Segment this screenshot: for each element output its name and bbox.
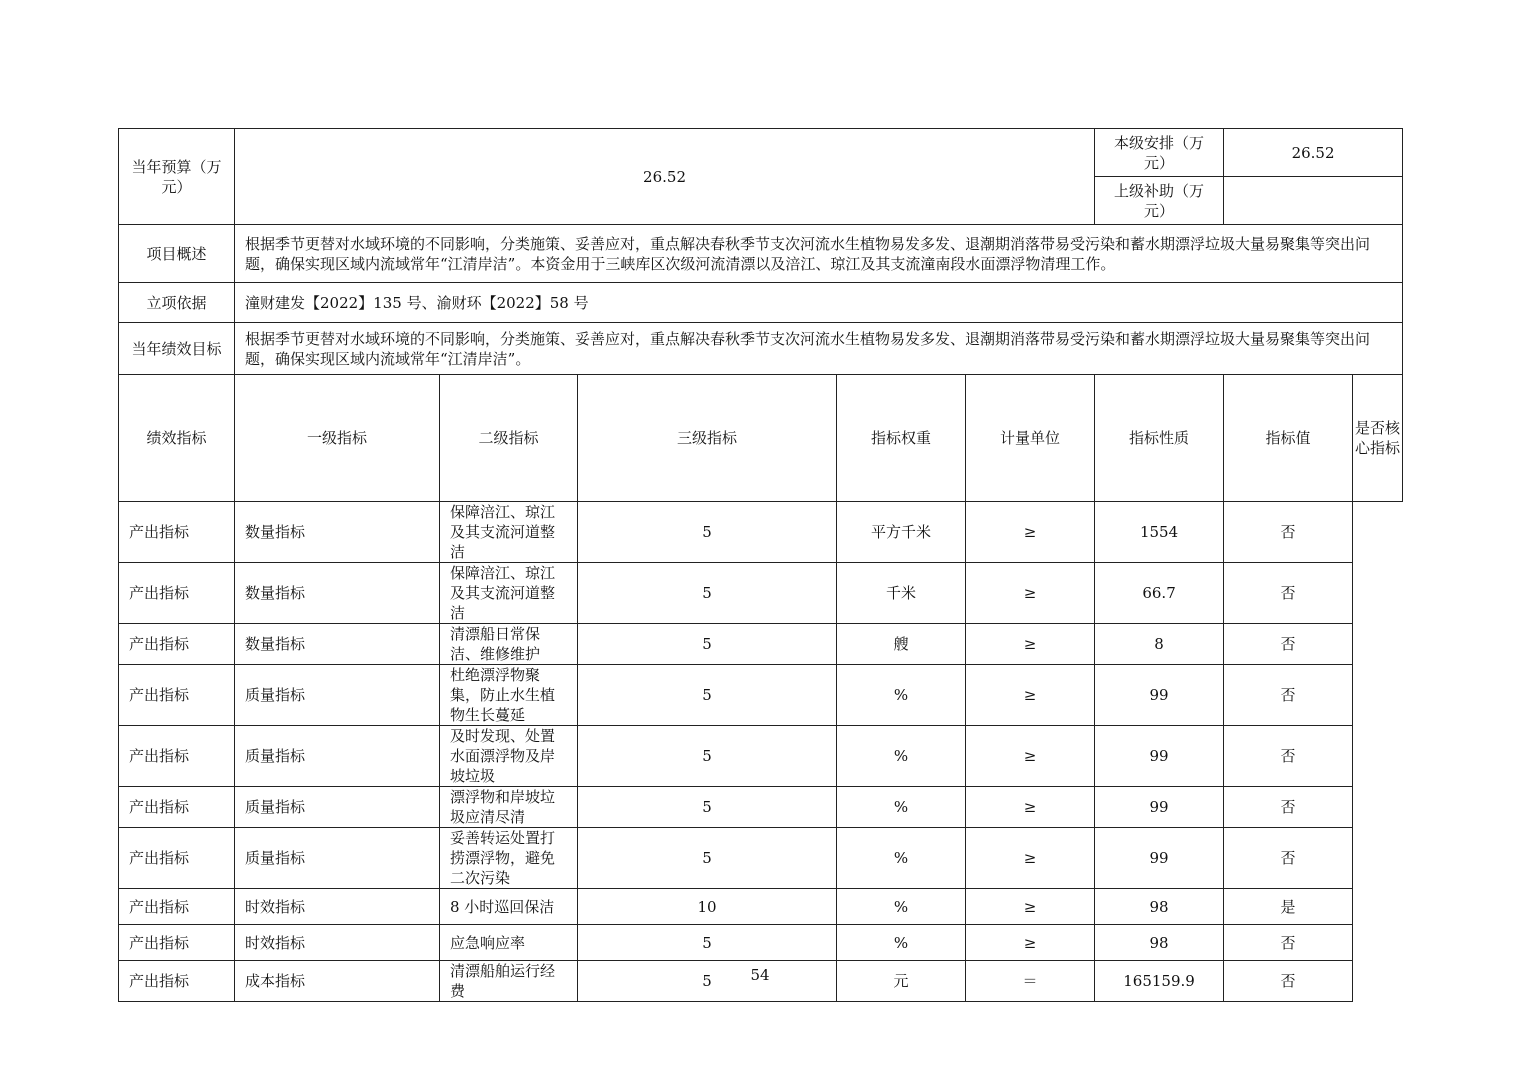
indicator-unit: % xyxy=(837,828,966,889)
table-row xyxy=(119,624,1403,665)
table-row xyxy=(119,828,1403,889)
header-cell: 一级指标 xyxy=(235,375,440,502)
page-number: 54 xyxy=(750,966,770,984)
upper-budget-value xyxy=(1224,177,1403,225)
indicator-value: 98 xyxy=(1095,925,1224,961)
indicator-weight: 5 xyxy=(578,828,837,889)
indicator-level3: 杜绝漂浮物聚集，防止水生植物生长蔓延 xyxy=(440,665,578,726)
indicator-core: 是 xyxy=(1224,889,1353,925)
table-row xyxy=(119,563,1403,624)
indicator-level3: 清漂船日常保洁、维修维护 xyxy=(440,624,578,665)
indicator-level2: 质量指标 xyxy=(235,665,440,726)
indicator-weight: 5 xyxy=(578,787,837,828)
goal-text: 根据季节更替对水域环境的不同影响，分类施策、妥善应对，重点解决春秋季节支次河流水生植物易发多发、退潮期消落带易受污染和蓄水期漂浮垃圾大量易聚集等突出问题，确保实现区域内流域常年“江清岸洁”。 xyxy=(235,323,1403,375)
indicator-weight: 5 xyxy=(578,925,837,961)
table-row xyxy=(119,787,1403,828)
indicator-nature: ＝ xyxy=(966,961,1095,1002)
indicator-core: 否 xyxy=(1224,665,1353,726)
indicator-unit: % xyxy=(837,665,966,726)
goal-label: 当年绩效目标 xyxy=(119,323,235,375)
indicator-level2: 时效指标 xyxy=(235,889,440,925)
indicator-weight: 5 xyxy=(578,563,837,624)
indicator-unit: 元 xyxy=(837,961,966,1002)
goal-row xyxy=(119,323,1403,375)
overview-row xyxy=(119,225,1403,283)
indicator-nature: ≥ xyxy=(966,889,1095,925)
indicator-core: 否 xyxy=(1224,828,1353,889)
indicator-nature: ≥ xyxy=(966,787,1095,828)
basis-label: 立项依据 xyxy=(119,283,235,323)
indicator-level2: 质量指标 xyxy=(235,726,440,787)
indicator-level2: 数量指标 xyxy=(235,624,440,665)
indicator-weight: 10 xyxy=(578,889,837,925)
indicator-core: 否 xyxy=(1224,787,1353,828)
indicator-core: 否 xyxy=(1224,502,1353,563)
header-cell: 二级指标 xyxy=(440,375,578,502)
indicator-nature: ≥ xyxy=(966,828,1095,889)
indicator-rows xyxy=(119,502,1403,1002)
indicator-level3: 保障涪江、琼江及其支流河道整洁 xyxy=(440,563,578,624)
indicator-level3: 保障涪江、琼江及其支流河道整洁 xyxy=(440,502,578,563)
table-row xyxy=(119,925,1403,961)
indicator-level2: 数量指标 xyxy=(235,502,440,563)
header-cell: 计量单位 xyxy=(966,375,1095,502)
indicator-unit: % xyxy=(837,889,966,925)
indicators-label: 绩效指标 xyxy=(119,375,235,502)
indicator-core: 否 xyxy=(1224,961,1353,1002)
basis-text: 潼财建发【2022】135 号、渝财环【2022】58 号 xyxy=(235,283,1403,323)
indicator-level3: 漂浮物和岸坡垃圾应清尽清 xyxy=(440,787,578,828)
upper-budget-label: 上级补助（万元） xyxy=(1095,177,1224,225)
indicator-value: 99 xyxy=(1095,787,1224,828)
indicator-level2: 成本指标 xyxy=(235,961,440,1002)
indicator-level2: 数量指标 xyxy=(235,563,440,624)
indicator-level3: 清漂船舶运行经费 xyxy=(440,961,578,1002)
indicator-level1: 产出指标 xyxy=(119,889,235,925)
indicator-nature: ≥ xyxy=(966,502,1095,563)
budget-row xyxy=(119,129,1403,177)
header-cell: 指标权重 xyxy=(837,375,966,502)
table-row xyxy=(119,665,1403,726)
table-row xyxy=(119,889,1403,925)
basis-row xyxy=(119,283,1403,323)
indicator-nature: ≥ xyxy=(966,665,1095,726)
indicator-value: 1554 xyxy=(1095,502,1224,563)
indicator-level1: 产出指标 xyxy=(119,961,235,1002)
indicator-weight: 5 xyxy=(578,726,837,787)
overview-label: 项目概述 xyxy=(119,225,235,283)
indicator-nature: ≥ xyxy=(966,563,1095,624)
indicator-level1: 产出指标 xyxy=(119,563,235,624)
overview-text: 根据季节更替对水域环境的不同影响，分类施策、妥善应对，重点解决春秋季节支次河流水生植物易发多发、退潮期消落带易受污染和蓄水期漂浮垃圾大量易聚集等突出问题，确保实现区域内流域常年“江清岸洁”。本资金用于三峡库区次级河流清漂以及涪江、琼江及其支流潼南段水面漂浮物清理工作。 xyxy=(235,225,1403,283)
indicator-weight: 5 xyxy=(578,502,837,563)
indicator-nature: ≥ xyxy=(966,925,1095,961)
header-cell: 三级指标 xyxy=(578,375,837,502)
indicator-level1: 产出指标 xyxy=(119,787,235,828)
indicator-value: 99 xyxy=(1095,665,1224,726)
indicator-value: 66.7 xyxy=(1095,563,1224,624)
indicator-unit: 艘 xyxy=(837,624,966,665)
indicator-core: 否 xyxy=(1224,624,1353,665)
indicator-unit: % xyxy=(837,726,966,787)
header-cell: 指标性质 xyxy=(1095,375,1224,502)
indicator-level2: 质量指标 xyxy=(235,787,440,828)
indicator-core: 否 xyxy=(1224,925,1353,961)
indicator-unit: % xyxy=(837,787,966,828)
budget-label: 当年预算（万元） xyxy=(119,129,235,225)
indicator-value: 99 xyxy=(1095,726,1224,787)
header-cell: 指标值 xyxy=(1224,375,1353,502)
local-budget-value: 26.52 xyxy=(1224,129,1403,177)
indicator-nature: ≥ xyxy=(966,726,1095,787)
indicator-core: 否 xyxy=(1224,563,1353,624)
indicator-level3: 及时发现、处置水面漂浮物及岸坡垃圾 xyxy=(440,726,578,787)
table-row xyxy=(119,726,1403,787)
table-row xyxy=(119,502,1403,563)
indicator-level3: 妥善转运处置打捞漂浮物，避免二次污染 xyxy=(440,828,578,889)
indicator-level2: 时效指标 xyxy=(235,925,440,961)
indicator-value: 98 xyxy=(1095,889,1224,925)
indicator-level1: 产出指标 xyxy=(119,665,235,726)
indicator-level3: 应急响应率 xyxy=(440,925,578,961)
indicator-level1: 产出指标 xyxy=(119,925,235,961)
indicator-nature: ≥ xyxy=(966,624,1095,665)
indicator-unit: 平方千米 xyxy=(837,502,966,563)
indicator-level1: 产出指标 xyxy=(119,828,235,889)
indicator-level1: 产出指标 xyxy=(119,726,235,787)
indicator-weight: 5 xyxy=(578,961,837,1002)
indicator-unit: % xyxy=(837,925,966,961)
budget-value: 26.52 xyxy=(235,129,1095,225)
indicator-level2: 质量指标 xyxy=(235,828,440,889)
indicator-value: 8 xyxy=(1095,624,1224,665)
performance-table xyxy=(118,128,1403,1002)
indicator-value: 99 xyxy=(1095,828,1224,889)
indicator-level3: 8 小时巡回保洁 xyxy=(440,889,578,925)
indicator-weight: 5 xyxy=(578,665,837,726)
indicator-core: 否 xyxy=(1224,726,1353,787)
indicator-level1: 产出指标 xyxy=(119,502,235,563)
indicator-weight: 5 xyxy=(578,624,837,665)
indicator-value: 165159.9 xyxy=(1095,961,1224,1002)
indicator-level1: 产出指标 xyxy=(119,624,235,665)
header-cell: 是否核心指标 xyxy=(1353,375,1403,502)
indicator-unit: 千米 xyxy=(837,563,966,624)
local-budget-label: 本级安排（万元） xyxy=(1095,129,1224,177)
indicator-header-row xyxy=(119,375,1403,502)
